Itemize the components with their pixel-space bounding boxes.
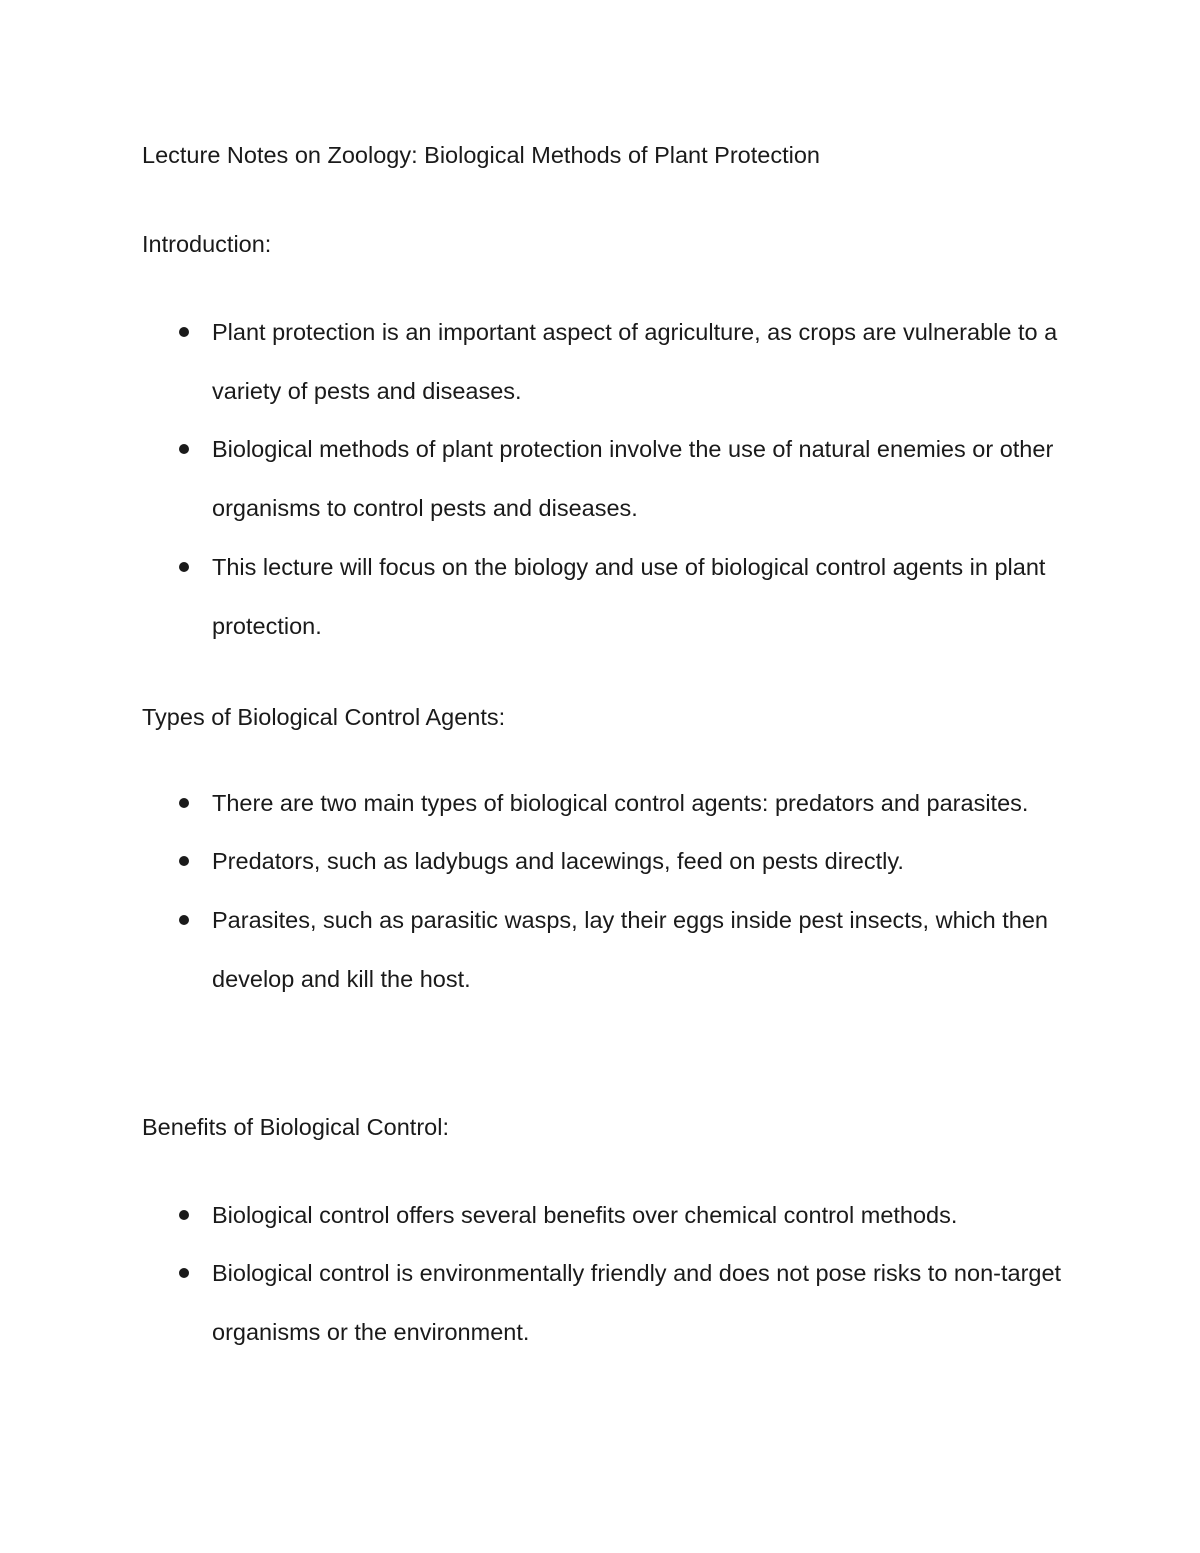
bullet-icon — [179, 327, 189, 337]
list-item — [142, 538, 1082, 656]
bullet-icon — [179, 562, 189, 572]
bullet-icon — [179, 1210, 189, 1220]
bullet-icon — [179, 444, 189, 454]
bullet-text: This lecture will focus on the biology and use of biological control agents in plant protection. — [212, 553, 1046, 639]
bullet-text: Biological control offers several benefits over chemical control methods. — [212, 1201, 958, 1228]
bullet-list-introduction — [142, 303, 1082, 656]
list-item — [142, 774, 1082, 833]
bullet-icon — [179, 798, 189, 808]
bullet-icon — [179, 856, 189, 866]
bullet-list-benefits — [142, 1186, 1082, 1362]
list-item — [142, 420, 1082, 538]
section-heading-introduction: Introduction: — [142, 231, 272, 257]
bullet-text: Biological control is environmentally friendly and does not pose risks to non-target organisms or the environment. — [212, 1260, 1062, 1345]
bullet-text: Biological methods of plant protection involve the use of natural enemies or other organisms to control pests and diseases. — [212, 436, 1054, 521]
list-item — [142, 1186, 1082, 1245]
bullet-text: There are two main types of biological control agents: predators and parasites. — [212, 789, 1029, 816]
bullet-text: Predators, such as ladybugs and lacewings, feed on pests directly. — [212, 848, 904, 874]
section-heading-benefits: Benefits of Biological Control: — [142, 1114, 449, 1140]
section-heading-types: Types of Biological Control Agents: — [142, 704, 506, 730]
bullet-icon — [179, 915, 189, 925]
bullet-list-types — [142, 774, 1082, 1009]
bullet-icon — [179, 1268, 189, 1278]
bullet-text: Parasites, such as parasitic wasps, lay their eggs inside pest insects, which then develop and kill the host. — [212, 906, 1048, 992]
list-item — [142, 1244, 1082, 1362]
bullet-text: Plant protection is an important aspect of agriculture, as crops are vulnerable to a variety of pests and diseases. — [212, 318, 1058, 404]
list-item — [142, 303, 1082, 421]
list-item — [142, 891, 1082, 1009]
list-item — [142, 832, 1082, 891]
document-title: Lecture Notes on Zoology: Biological Methods of Plant Protection — [142, 142, 820, 168]
